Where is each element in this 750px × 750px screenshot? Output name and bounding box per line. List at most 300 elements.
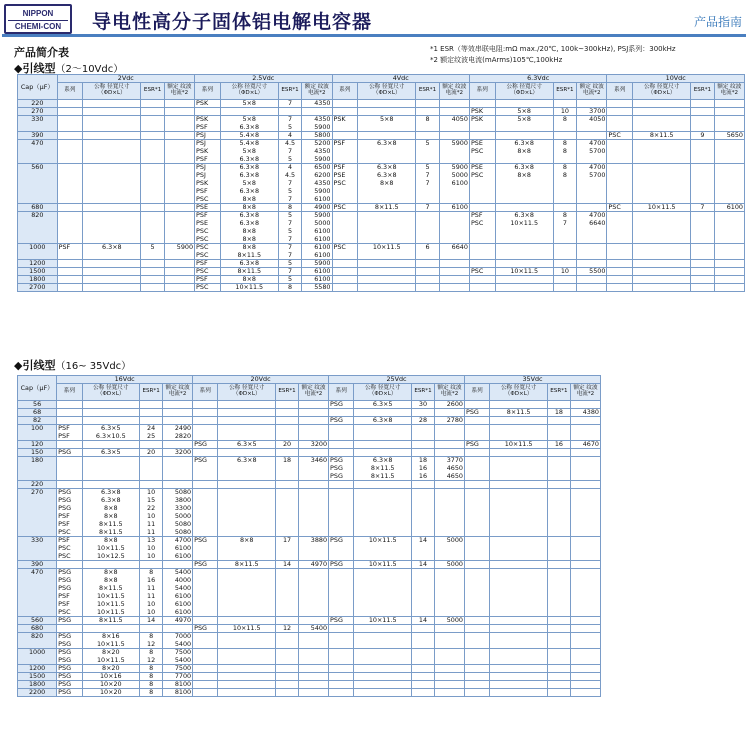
series-cell [607, 116, 633, 124]
size-cell: 6.3×8 [220, 260, 278, 268]
esr-cell: 16 [411, 465, 434, 473]
ripple-cell [570, 537, 600, 545]
esr-cell [553, 124, 576, 132]
series-cell [329, 553, 354, 561]
series-cell [329, 545, 354, 553]
esr-cell [411, 665, 434, 673]
series-cell [193, 593, 218, 601]
esr-cell [276, 425, 299, 433]
esr-cell [547, 417, 570, 425]
size-cell [218, 681, 276, 689]
size-cell [490, 601, 548, 609]
ripple-col-header: 额定 纹波 电流*2 [163, 384, 193, 401]
series-cell [57, 220, 83, 228]
series-cell [193, 673, 218, 681]
ripple-cell [439, 148, 469, 156]
esr-cell [553, 100, 576, 108]
esr-cell [276, 529, 299, 537]
ripple-cell: 6100 [302, 196, 332, 204]
ripple-cell: 5900 [302, 188, 332, 196]
size-cell [495, 188, 553, 196]
series-cell: PSG [329, 457, 354, 465]
ripple-cell [299, 593, 329, 601]
series-cell: PSG [57, 585, 82, 593]
esr-cell [276, 465, 299, 473]
series-cell [57, 481, 82, 489]
series-cell [193, 665, 218, 673]
cap-header: Cap（μF） [18, 376, 57, 401]
size-cell: 8×11.5 [633, 132, 691, 140]
esr-cell: 7 [416, 172, 439, 180]
esr-cell: 30 [411, 401, 434, 409]
ripple-cell [439, 236, 469, 244]
esr-cell [416, 196, 439, 204]
series-cell: PSK [332, 116, 358, 124]
table-row [18, 268, 745, 276]
series-cell [607, 220, 633, 228]
esr-cell: 8 [140, 681, 163, 689]
table-row [18, 465, 601, 473]
series-cell: PSF [195, 260, 221, 268]
size-cell: 8×16 [82, 633, 140, 641]
cap-cell: 330 [18, 537, 57, 561]
esr-cell [553, 204, 576, 212]
table-row [18, 425, 601, 433]
series-cell [329, 521, 354, 529]
table-row [18, 601, 601, 609]
series-cell [329, 673, 354, 681]
ripple-cell [570, 513, 600, 521]
series-cell [329, 425, 354, 433]
size-cell [633, 252, 691, 260]
size-cell: 8×20 [82, 665, 140, 673]
esr-cell: 8 [278, 284, 301, 292]
ripple-cell: 3800 [163, 497, 193, 505]
size-cell [82, 457, 140, 465]
series-cell [607, 212, 633, 220]
ripple-cell [577, 244, 607, 252]
series-cell [332, 260, 358, 268]
size-cell [633, 228, 691, 236]
size-cell [354, 585, 412, 593]
series-cell [193, 577, 218, 585]
ripple-cell [435, 545, 465, 553]
size-cell: 5.4×8 [220, 140, 278, 148]
series-cell [332, 148, 358, 156]
ripple-cell: 5900 [302, 260, 332, 268]
series-cell [464, 481, 489, 489]
series-cell [193, 521, 218, 529]
esr-cell [547, 553, 570, 561]
ripple-cell [714, 260, 744, 268]
size-cell: 10×16 [82, 673, 140, 681]
series-cell [57, 140, 83, 148]
size-cell [354, 577, 412, 585]
esr-cell: 7 [416, 180, 439, 188]
esr-cell [141, 236, 164, 244]
esr-cell [691, 108, 714, 116]
series-cell [464, 609, 489, 617]
series-cell [607, 100, 633, 108]
size-cell [83, 284, 141, 292]
size-cell [83, 172, 141, 180]
esr-cell: 4.5 [278, 172, 301, 180]
series-cell [464, 681, 489, 689]
series-cell: PSG [57, 569, 82, 577]
esr-cell [276, 633, 299, 641]
series-cell: PSC [57, 609, 82, 617]
series-cell: PSG [329, 417, 354, 425]
series-cell [464, 641, 489, 649]
esr-cell: 4 [278, 132, 301, 140]
size-cell: 6.3×8 [354, 457, 412, 465]
size-cell [358, 156, 416, 164]
ripple-cell [163, 561, 193, 569]
size-cell [354, 513, 412, 521]
esr-cell: 24 [140, 425, 163, 433]
cap-cell: 180 [18, 457, 57, 481]
series-cell: PSC [195, 196, 221, 204]
series-cell: PSE [332, 172, 358, 180]
ripple-cell [577, 196, 607, 204]
series-cell [469, 276, 495, 284]
esr-cell [416, 252, 439, 260]
ripple-cell [439, 220, 469, 228]
series-cell: PSK [195, 148, 221, 156]
table-row [18, 481, 601, 489]
esr-cell: 7 [278, 196, 301, 204]
size-cell [82, 417, 140, 425]
series-cell [57, 457, 82, 465]
size-cell [633, 148, 691, 156]
ripple-cell [570, 545, 600, 553]
ripple-cell [164, 100, 194, 108]
ripple-cell [570, 457, 600, 465]
ripple-cell [435, 497, 465, 505]
ripple-cell [299, 473, 329, 481]
size-cell [633, 140, 691, 148]
size-cell [495, 196, 553, 204]
esr-cell: 12 [276, 625, 299, 633]
esr-cell [547, 649, 570, 657]
size-cell [490, 593, 548, 601]
section2-label: ◆引线型 [14, 359, 56, 372]
esr-cell: 10 [553, 268, 576, 276]
series-col-header: 系列 [332, 83, 358, 100]
size-cell [83, 124, 141, 132]
esr-cell [276, 657, 299, 665]
esr-cell [547, 473, 570, 481]
esr-cell [276, 545, 299, 553]
size-cell [354, 505, 412, 513]
table-row [18, 172, 745, 180]
size-cell: 10×11.5 [633, 204, 691, 212]
size-cell [495, 180, 553, 188]
size-col-header: 公称 径寬尺寸（ΦD×L） [633, 83, 691, 100]
series-cell [329, 577, 354, 585]
ripple-cell [435, 673, 465, 681]
ripple-cell [299, 433, 329, 441]
series-cell [464, 473, 489, 481]
esr-col-header: ESR*1 [278, 83, 301, 100]
series-cell: PSG [57, 641, 82, 649]
esr-cell: 7 [278, 100, 301, 108]
series-cell [469, 188, 495, 196]
series-cell [57, 417, 82, 425]
size-cell: 5×8 [220, 180, 278, 188]
size-cell [495, 236, 553, 244]
ripple-cell [435, 601, 465, 609]
size-cell: 8×11.5 [218, 561, 276, 569]
size-cell: 6.3×8 [220, 164, 278, 172]
ripple-cell [439, 100, 469, 108]
series-cell [193, 617, 218, 625]
size-cell [218, 673, 276, 681]
size-cell [218, 553, 276, 561]
series-cell [332, 276, 358, 284]
size-cell [490, 489, 548, 497]
size-cell: 10×11.5 [220, 284, 278, 292]
size-cell [83, 140, 141, 148]
size-cell [354, 665, 412, 673]
ripple-cell [163, 481, 193, 489]
ripple-cell [714, 188, 744, 196]
size-cell [218, 545, 276, 553]
esr-cell [416, 108, 439, 116]
esr-cell [411, 625, 434, 633]
series-cell: PSC [607, 204, 633, 212]
series-cell: PSG [329, 473, 354, 481]
series-cell: PSC [607, 132, 633, 140]
series-cell [57, 236, 83, 244]
series-cell: PSG [57, 689, 82, 697]
esr-cell: 4.5 [278, 140, 301, 148]
ripple-cell [164, 212, 194, 220]
series-cell: PSC [57, 553, 82, 561]
ripple-cell [714, 284, 744, 292]
esr-cell [411, 593, 434, 601]
ripple-cell [299, 657, 329, 665]
ripple-cell [714, 140, 744, 148]
size-cell [354, 625, 412, 633]
size-cell [354, 521, 412, 529]
size-cell [358, 196, 416, 204]
esr-cell [547, 625, 570, 633]
series-cell [607, 140, 633, 148]
series-cell [469, 180, 495, 188]
ripple-cell: 4700 [163, 537, 193, 545]
ripple-cell [164, 140, 194, 148]
ripple-cell [577, 156, 607, 164]
esr-cell [416, 260, 439, 268]
esr-cell: 8 [140, 673, 163, 681]
series-cell: PSF [57, 593, 82, 601]
series-cell [57, 268, 83, 276]
series-cell: PSC [57, 545, 82, 553]
esr-cell: 10 [140, 601, 163, 609]
series-cell: PSG [193, 625, 218, 633]
ripple-cell [570, 553, 600, 561]
size-cell [490, 649, 548, 657]
ripple-cell: 3700 [577, 108, 607, 116]
series-cell: PSG [57, 657, 82, 665]
size-cell: 10×11.5 [82, 545, 140, 553]
esr-cell: 16 [547, 441, 570, 449]
series-cell [57, 196, 83, 204]
size-cell: 8×8 [82, 537, 140, 545]
series-cell [57, 284, 83, 292]
cap-cell: 1500 [18, 268, 58, 276]
series-cell [607, 284, 633, 292]
ripple-cell [435, 505, 465, 513]
series-cell [469, 156, 495, 164]
table-row [18, 513, 601, 521]
size-cell: 10×11.5 [82, 609, 140, 617]
series-cell [464, 585, 489, 593]
esr-cell [278, 108, 301, 116]
cap-cell: 270 [18, 489, 57, 537]
size-col-header: 公称 径寬尺寸（ΦD×L） [354, 384, 412, 401]
esr-cell [276, 481, 299, 489]
esr-cell [276, 569, 299, 577]
esr-cell [411, 529, 434, 537]
series-cell [329, 689, 354, 697]
series-cell: PSF [57, 433, 82, 441]
cap-cell: 820 [18, 633, 57, 649]
series-cell [57, 172, 83, 180]
size-cell: 5.4×8 [220, 132, 278, 140]
series-cell [607, 244, 633, 252]
table-row [18, 641, 601, 649]
esr-cell: 15 [140, 497, 163, 505]
ripple-cell [577, 276, 607, 284]
ripple-cell [714, 148, 744, 156]
series-cell [329, 657, 354, 665]
table-row [18, 449, 601, 457]
series-cell [607, 172, 633, 180]
size-cell [354, 609, 412, 617]
ripple-cell [299, 609, 329, 617]
esr-cell: 8 [553, 164, 576, 172]
cap-cell: 2700 [18, 284, 58, 292]
series-col-header: 系列 [607, 83, 633, 100]
ripple-cell: 2490 [163, 425, 193, 433]
cap-cell: 2200 [18, 689, 57, 697]
series-cell [607, 108, 633, 116]
esr-cell [416, 236, 439, 244]
size-cell [490, 417, 548, 425]
table-row [18, 529, 601, 537]
size-cell [633, 212, 691, 220]
ripple-cell: 5900 [164, 244, 194, 252]
size-cell [490, 633, 548, 641]
logo-line1: NIPPON [22, 9, 54, 18]
ripple-cell [570, 529, 600, 537]
esr-cell: 12 [140, 641, 163, 649]
ripple-cell: 5900 [439, 164, 469, 172]
size-cell: 10×11.5 [495, 220, 553, 228]
size-cell [83, 148, 141, 156]
ripple-cell [570, 649, 600, 657]
series-cell: PSG [193, 537, 218, 545]
size-cell: 5×8 [220, 100, 278, 108]
size-cell [218, 425, 276, 433]
series-cell: PSC [195, 284, 221, 292]
voltage-header: 6.3Vdc [469, 75, 606, 83]
size-cell [83, 204, 141, 212]
esr-cell: 25 [140, 433, 163, 441]
esr-cell: 8 [553, 212, 576, 220]
esr-cell [276, 601, 299, 609]
esr-cell [547, 505, 570, 513]
esr-cell [547, 657, 570, 665]
series-cell: PSF [469, 212, 495, 220]
series-cell [332, 188, 358, 196]
series-cell [464, 545, 489, 553]
ripple-cell [570, 585, 600, 593]
esr-cell [276, 641, 299, 649]
esr-cell: 7 [278, 244, 301, 252]
ripple-cell [439, 132, 469, 140]
size-cell [358, 108, 416, 116]
cap-cell: 680 [18, 204, 58, 212]
size-cell [490, 481, 548, 489]
series-cell [464, 617, 489, 625]
esr-cell: 7 [278, 180, 301, 188]
ripple-cell [163, 625, 193, 633]
esr-cell [141, 180, 164, 188]
esr-cell [691, 260, 714, 268]
esr-cell [691, 140, 714, 148]
size-cell: 8×8 [82, 505, 140, 513]
size-cell: 10×20 [82, 681, 140, 689]
cap-cell: 1200 [18, 665, 57, 673]
series-cell [57, 252, 83, 260]
esr-cell [691, 188, 714, 196]
series-cell [193, 633, 218, 641]
series-cell: PSC [469, 148, 495, 156]
esr-cell: 8 [416, 116, 439, 124]
ripple-cell [714, 268, 744, 276]
size-col-header: 公称 径寬尺寸（ΦD×L） [82, 384, 140, 401]
table-row [18, 673, 601, 681]
esr-cell [411, 689, 434, 697]
ripple-cell [714, 164, 744, 172]
ripple-cell: 4700 [577, 140, 607, 148]
esr-cell [276, 585, 299, 593]
series-cell [464, 513, 489, 521]
size-cell: 8×8 [82, 513, 140, 521]
series-cell [329, 641, 354, 649]
size-cell [220, 108, 278, 116]
size-cell: 6.3×8 [220, 188, 278, 196]
series-cell [464, 465, 489, 473]
series-cell: PSC [195, 228, 221, 236]
ripple-cell: 4650 [435, 465, 465, 473]
ripple-cell: 6100 [714, 204, 744, 212]
ripple-cell: 2600 [435, 401, 465, 409]
cap-cell: 390 [18, 132, 58, 140]
table-row [18, 689, 601, 697]
ripple-cell: 6100 [439, 204, 469, 212]
series-cell [329, 633, 354, 641]
size-cell [358, 236, 416, 244]
cap-cell: 470 [18, 569, 57, 617]
esr-cell: 7 [416, 204, 439, 212]
esr-cell [141, 284, 164, 292]
ripple-cell [299, 529, 329, 537]
size-cell [633, 268, 691, 276]
